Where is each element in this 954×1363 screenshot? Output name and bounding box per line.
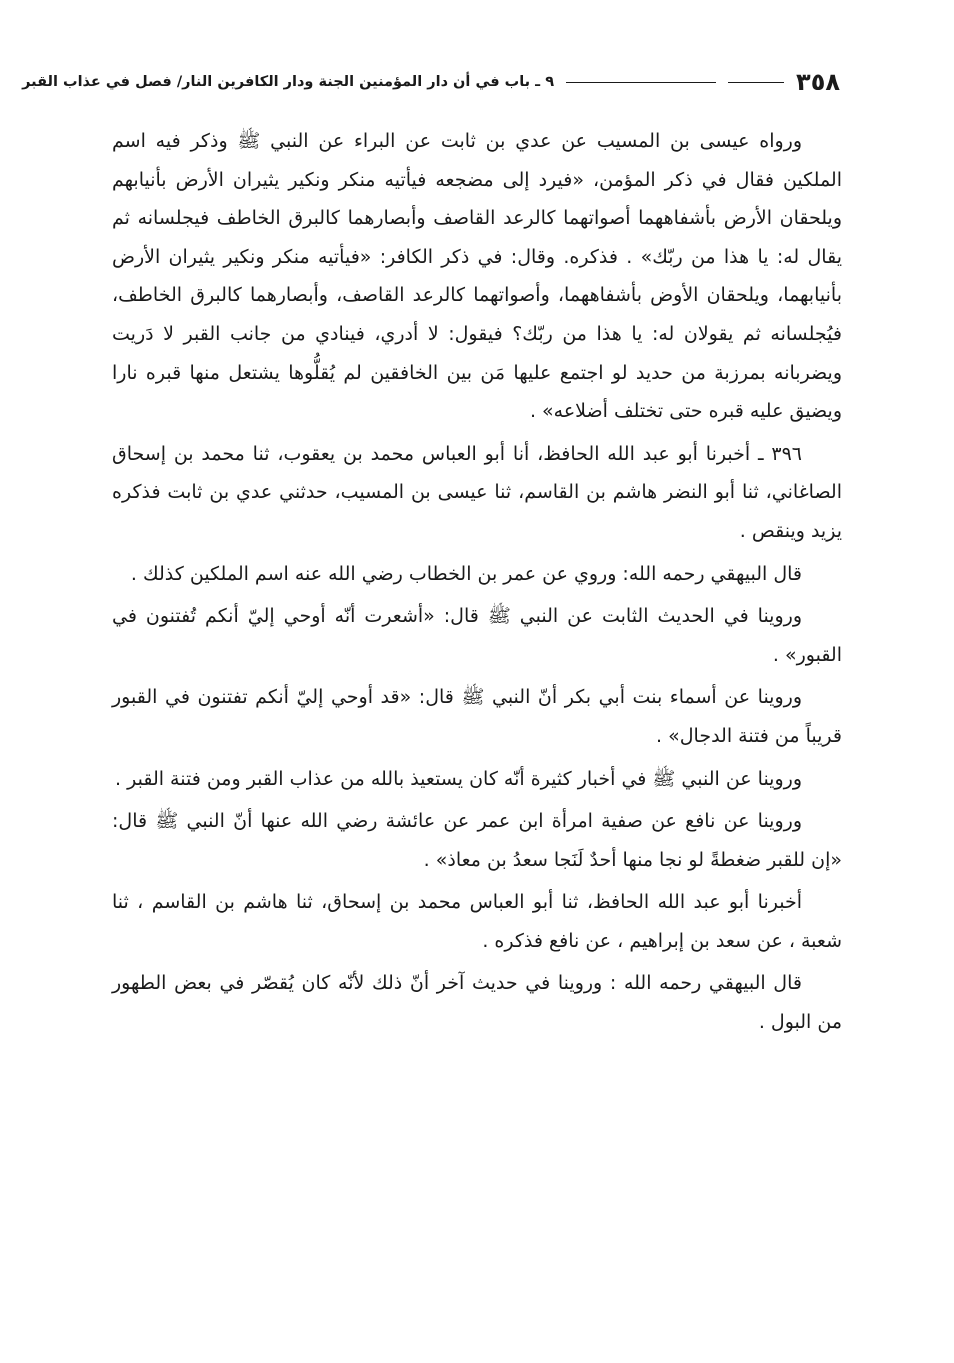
paragraph-1: ورواه عيسى بن المسيب عن عدي بن ثابت عن البراء عن النبي ﷺ وذكر فيه اسم الملكين فقال في ذكر المؤمن، «فيرد إلى مضجعه فيأتيه منكر ونكير يثيران الأرض بأنيابهم ويلحقان الأرض بأشفاههما أصواتهما كالرعد القاصف وأبصارهما كالبرق الخاطف فيجلسانه ثم يقال له: يا هذا من ربّك» . فذكره. وقال: في ذكر الكافر: «فيأتيه منكر ونكير يثيران الأرض بأنيابهما، ويلحقان الأوض بأشفاههما، وأصواتهما كالرعد القاصف، وأبصارهما كالبرق الخاطف، فيُجلسانه ثم يقولان له: يا هذا من ربّك؟ فيقول: لا أدري، فينادي من جانب القبر لا دَريت ويضربانه بمرزبة من حديد لو اجتمع عليها مَن بين الخافقين لم يُقلُّوها يشتعل منها قبره نارا ويضيق عليه قبره حتى تختلف أضلاعه» . xyxy=(112,130,842,423)
paragraph-7: وروينا عن نافع عن صفية امرأة ابن عمر عن عائشة رضي الله عنها أنّ النبي ﷺ قال: «إن للقبر ضغطةً لو نجا منها أحدٌ لَنَجا سعدُ بن معاذ» . xyxy=(112,810,842,871)
header-rule-right xyxy=(728,82,784,83)
paragraph-6: وروينا عن النبي ﷺ في أخبار كثيرة أنّه كان يستعيذ بالله من عذاب القبر ومن فتنة القبر . xyxy=(115,767,802,790)
paragraph-8: أخبرنا أبو عبد الله الحافظ، ثنا أبو العباس محمد بن إسحاق، ثنا هاشم بن القاسم ، ثنا شعبة ، عن سعد بن إبراهيم ، عن نافع فذكره . xyxy=(112,891,842,952)
header-rule-left xyxy=(566,82,716,83)
paragraph-4: وروينا في الحديث الثابت عن النبي ﷺ قال: «أشعرت أنّه أوحي إليّ أنكم تُفتنون في القبور» . xyxy=(112,605,842,666)
page-number: ٣٥٨ xyxy=(796,68,840,96)
paragraph-3: قال البيهقي رحمه الله: وروي عن عمر بن الخطاب رضي الله عنه اسم الملكين كذلك . xyxy=(130,562,802,585)
main-text xyxy=(112,122,842,1046)
paragraph-5: وروينا عن أسماء بنت أبي بكر أنّ النبي ﷺ قال: «قد أوحي إليّ أنكم تفتنون في القبور قريباً من فتنة الدجال» . xyxy=(112,686,842,747)
paragraph-9: قال البيهقي رحمه الله : وروينا في حديث آخر أنّ ذلك لأنّه كان يُقصّر في بعض الطهور من البول . xyxy=(112,972,842,1034)
running-title: ٩ ـ باب في أن دار المؤمنين الجنة ودار الكافرين النار/ فصل في عذاب القبر xyxy=(22,74,555,90)
paragraph-hadith-396: ٣٩٦ ـ أخبرنا أبو عبد الله الحافظ، أنا أبو العباس محمد بن يعقوب، ثنا محمد بن إسحاق الصاغاني، ثنا أبو النضر هاشم بن القاسم، ثنا عيسى بن المسيب، حدثني عدي بن ثابت فذكره يزيد وينقص . xyxy=(112,442,842,542)
page-header xyxy=(22,62,840,102)
